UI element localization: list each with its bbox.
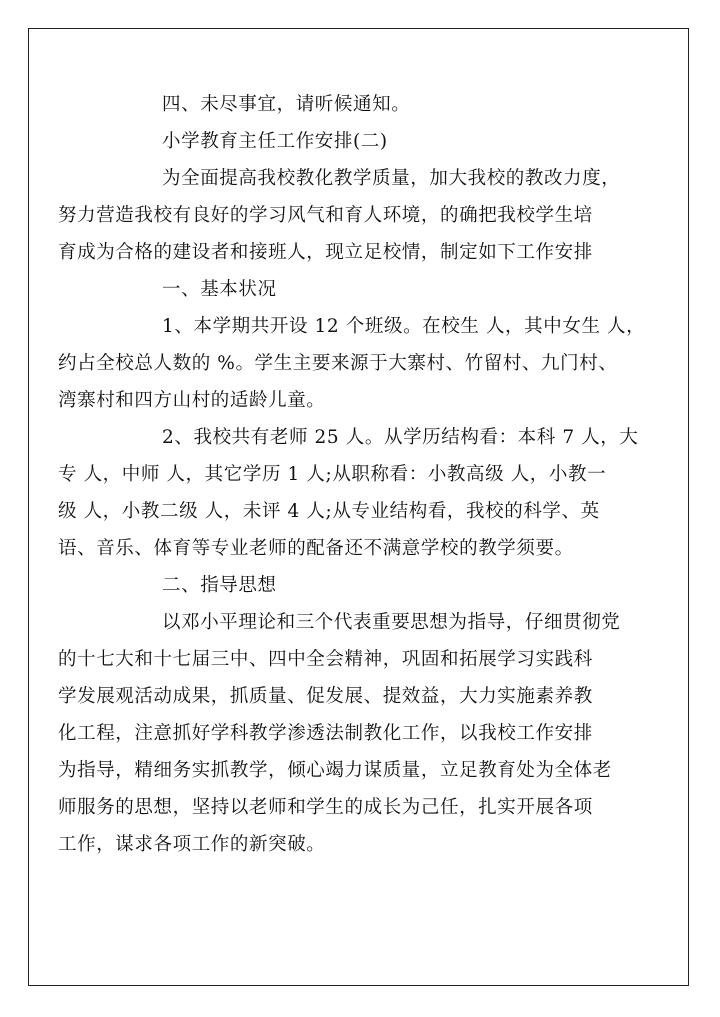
section-basic-status-heading: 一、基本状况 <box>162 279 277 300</box>
teachers-paragraph-line: 2、我校共有老师 25 人。从学历结构看：本科 7 人，大 <box>162 427 639 448</box>
guiding-paragraph-line: 化工程，注意抓好学科教学渗透法制教化工作，以我校工作安排 <box>58 723 593 744</box>
section-four-heading: 四、未尽事宜，请听候通知。 <box>162 94 411 115</box>
classes-paragraph-line: 约占全校总人数的 %。学生主要来源于大寨村、竹留村、九门村、 <box>58 353 618 374</box>
teachers-paragraph-line: 语、音乐、体育等专业老师的配备还不满意学校的教学须要。 <box>58 538 574 559</box>
classes-paragraph-line: 1、本学期共开设 12 个班级。在校生 人，其中女生 人， <box>162 316 646 337</box>
classes-paragraph-line: 湾寨村和四方山村的适龄儿童。 <box>58 390 326 411</box>
guiding-paragraph-line: 师服务的思想，坚持以老师和学生的成长为己任，扎实开展各项 <box>58 797 593 818</box>
document-title: 小学教育主任工作安排(二) <box>162 131 388 152</box>
intro-paragraph-line: 育成为合格的建设者和接班人，现立足校情，制定如下工作安排 <box>58 242 593 263</box>
teachers-paragraph-line: 专 人，中师 人，其它学历 1 人;从职称看：小教高级 人，小教一 <box>58 464 607 485</box>
guiding-paragraph-line: 的十七大和十七届三中、四中全会精神，巩固和拓展学习实践科 <box>58 649 593 670</box>
section-guiding-thought-heading: 二、指导思想 <box>162 575 277 596</box>
teachers-paragraph-line: 级 人，小教二级 人，未评 4 人;从专业结构看，我校的科学、英 <box>58 501 600 522</box>
intro-paragraph-line: 为全面提高我校教化教学质量，加大我校的教改力度， <box>162 168 621 189</box>
guiding-paragraph-line: 学发展观活动成果，抓质量、促发展、提效益，大力实施素养教 <box>58 686 593 707</box>
guiding-paragraph-line: 为指导，精细务实抓教学，倾心竭力谋质量，立足教育处为全体老 <box>58 760 612 781</box>
guiding-paragraph-line: 工作，谋求各项工作的新突破。 <box>58 834 326 855</box>
document-body <box>58 86 658 863</box>
intro-paragraph-line: 努力营造我校有良好的学习风气和育人环境，的确把我校学生培 <box>58 205 593 226</box>
guiding-paragraph-line: 以邓小平理论和三个代表重要思想为指导，仔细贯彻党 <box>162 612 621 633</box>
